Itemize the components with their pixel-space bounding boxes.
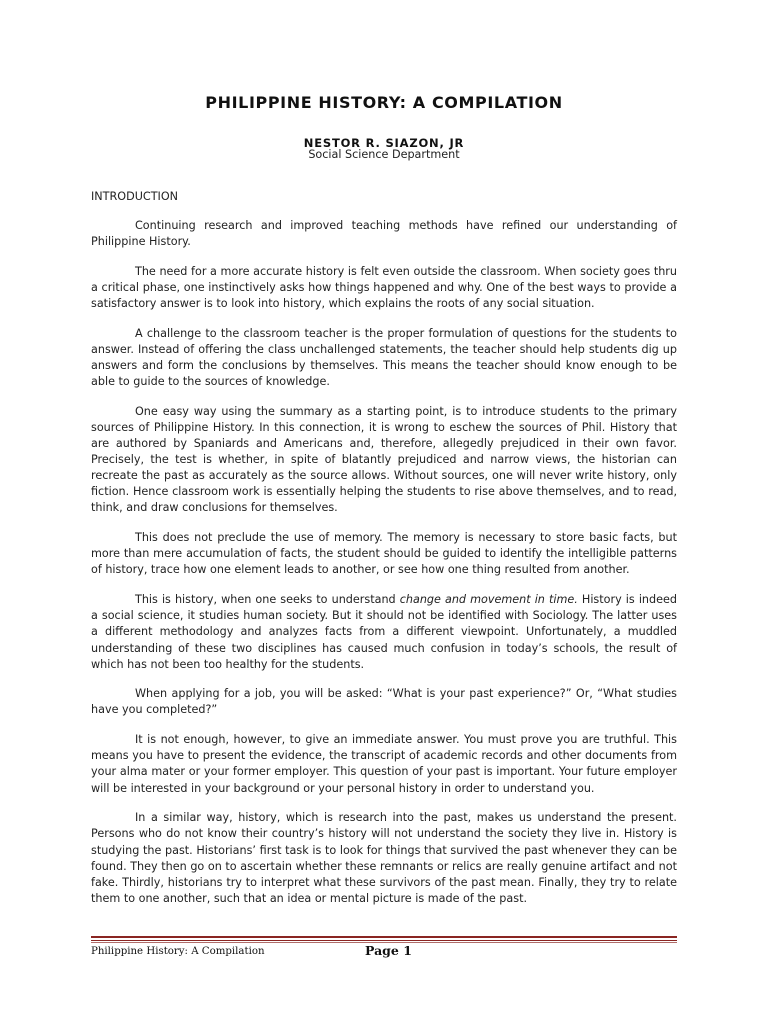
- footer-divider: [91, 940, 677, 941]
- footer-divider: [91, 936, 677, 938]
- footer-title: Philippine History: A Compilation: [91, 946, 265, 957]
- author-name: NESTOR R. SIAZON, JR: [303, 136, 465, 150]
- body-text: [91, 218, 677, 921]
- document-title: PHILIPPINE HISTORY: A COMPILATION: [205, 93, 563, 112]
- paragraph-text: History is indeed a social science, it studies human society. But it should not be identified with Sociology. The latter uses a different methodology and analyzes facts from a different viewpoint. Unfortunately, a muddled understanding of these two disciplines has caused much confusion in today’s schools, the result of which has not been too healthy for the students.: [91, 593, 677, 671]
- section-heading: INTRODUCTION: [91, 190, 179, 203]
- page-number: Page 1: [365, 943, 412, 958]
- paragraph: This does not preclude the use of memory. The memory is necessary to store basic facts, but more than mere accumulation of facts, the student should be guided to identify the intelligible patterns of history, trace how one element leads to another, or see how one thing resulted from another.: [91, 531, 677, 577]
- paragraph: When applying for a job, you will be asked: “What is your past experience?” Or, “What studies have you completed?”: [91, 687, 677, 717]
- paragraph: Continuing research and improved teaching methods have refined our understanding of Philippine History.: [91, 219, 677, 249]
- paragraph: A challenge to the classroom teacher is the proper formulation of questions for the students to answer. Instead of offering the class unchallenged statements, the teacher should help students dig up answers and form the conclusions by themselves. This means the teacher should know enough to be able to guide to the sources of knowledge.: [91, 326, 677, 389]
- paragraph: [91, 592, 677, 672]
- emphasized-text: change and movement in time.: [399, 593, 578, 607]
- paragraph-text: This is history, when one seeks to understand: [135, 593, 400, 607]
- paragraph: It is not enough, however, to give an immediate answer. You must prove you are truthful. This means you have to present the evidence, the transcript of academic records and other documents from your alma mater or your former employer. This question of your past is important. Your future employer will be interested in your background or your personal history in order to understand you.: [91, 733, 677, 795]
- paragraph: The need for a more accurate history is felt even outside the classroom. When society goes thru a critical phase, one instinctively asks how things happened and why. One of the best ways to provide a satisfactory answer is to look into history, which explains the roots of any social situation.: [91, 264, 677, 311]
- paragraph: In a similar way, history, which is research into the past, makes us understand the present. Persons who do not know their country’s history will not understand the society they live in. History is studying the past. Historians’ first task is to look for things that survived the past whenever they can be found. They then go on to ascertain whether these remnants or relics are really genuine artifact and not fake. Thirdly, historians try to interpret what these survivors of the past mean. Finally, they try to relate them to one another, such that an idea or mental picture is made of the past.: [91, 811, 677, 905]
- department-name: Social Science Department: [308, 148, 460, 161]
- paragraph: One easy way using the summary as a starting point, is to introduce students to the primary sources of Philippine History. In this connection, it is wrong to eschew the sources of Phil. History that are authored by Spaniards and Americans and, therefore, allegedly prejudiced in their own favor. Precisely, the test is whether, in spite of blatantly prejudiced and narrow views, the historian can recreate the past as accurately as the source allows. Without sources, one will never write history, only fiction. Hence classroom work is essentially helping the students to rise above themselves, and to read, think, and draw conclusions for themselves.: [91, 404, 677, 515]
